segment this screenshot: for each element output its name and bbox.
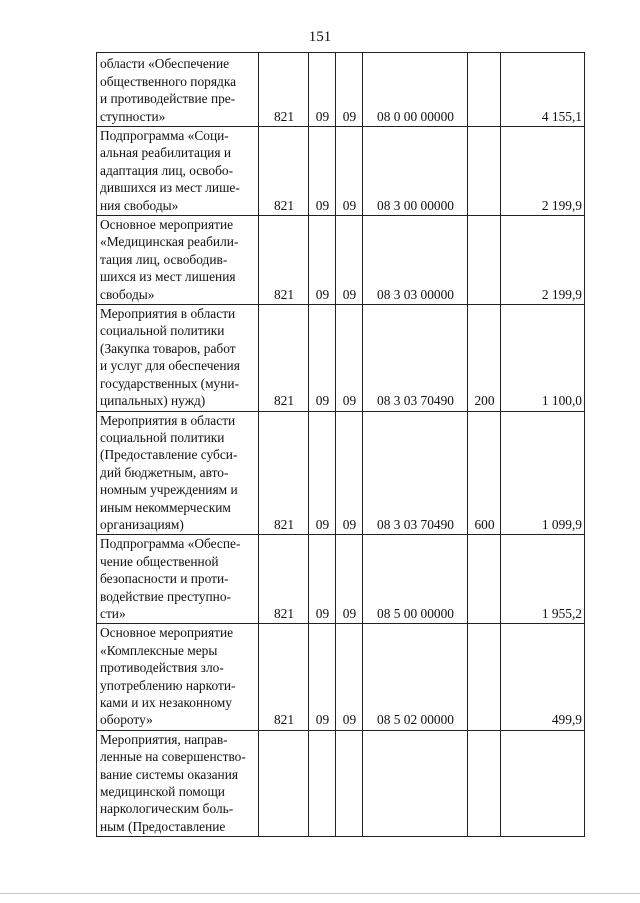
- item-name-line: государственных (муни-: [100, 375, 240, 391]
- ministry-code-cell: 821: [259, 535, 309, 624]
- item-name-line: (Закупка товаров, работ: [100, 340, 236, 356]
- item-name-line: наркологическим боль-: [100, 801, 234, 817]
- table-row: [97, 216, 585, 305]
- item-name-line: социальной политики: [100, 429, 225, 445]
- item-name-line: альная реабилитация и: [100, 145, 232, 161]
- amount-cell: 1 099,9: [501, 411, 585, 535]
- item-name-line: Основное мероприятие: [100, 217, 234, 233]
- item-name-line: тация лиц, освободив-: [100, 251, 228, 267]
- expense-type-cell: 200: [468, 305, 501, 411]
- expense-type-cell: [468, 730, 501, 836]
- target-article-cell: 08 0 00 00000: [363, 53, 468, 127]
- target-article-cell: 08 3 03 70490: [363, 305, 468, 411]
- item-name-line: Мероприятия в области: [100, 412, 236, 428]
- item-name-line: противодействия зло-: [100, 660, 224, 676]
- expense-type-cell: [468, 127, 501, 216]
- item-name-line: ным (Предоставление: [100, 818, 226, 834]
- amount-cell: 4 155,1: [501, 53, 585, 127]
- scan-edge-line: [0, 893, 640, 894]
- section-code-cell: 09: [309, 53, 336, 127]
- item-name-line: «Медицинская реабили-: [100, 234, 239, 250]
- item-name-line: Основное мероприятие: [100, 625, 234, 641]
- table-row: [97, 624, 585, 730]
- item-name-line: иным некоммерческим: [100, 499, 231, 515]
- item-name-line: чение общественной: [100, 553, 219, 569]
- item-name-line: обороту»: [100, 712, 153, 728]
- target-article-cell: 08 3 03 00000: [363, 216, 468, 305]
- ministry-code-cell: 821: [259, 411, 309, 535]
- item-name-line: общественного порядка: [100, 73, 237, 89]
- item-name-line: (Предоставление субси-: [100, 447, 238, 463]
- page-number: 151: [308, 29, 332, 45]
- item-name-cell: [97, 305, 259, 411]
- target-article-cell: 08 3 00 00000: [363, 127, 468, 216]
- item-name-line: водействие преступно-: [100, 588, 231, 604]
- item-name-line: организациям): [100, 516, 184, 532]
- item-name-line: Мероприятия, направ-: [100, 731, 228, 747]
- item-name-line: дившихся из мест лише-: [100, 180, 240, 196]
- amount-cell: 1 955,2: [501, 535, 585, 624]
- expense-type-cell: [468, 624, 501, 730]
- section-code-cell: 09: [309, 305, 336, 411]
- ministry-code-cell: 821: [259, 53, 309, 127]
- item-name-line: ками и их незаконному: [100, 695, 232, 710]
- subsection-code-cell: 09: [336, 305, 363, 411]
- table-row: [97, 730, 585, 836]
- table-row: [97, 53, 585, 127]
- item-name-line: безопасности и проти-: [100, 571, 229, 587]
- ministry-code-cell: 821: [259, 624, 309, 730]
- table-row: [97, 535, 585, 624]
- item-name-line: Мероприятия в области: [100, 306, 236, 322]
- item-name-line: Подпрограмма «Обеспе-: [100, 536, 241, 552]
- amount-cell: 2 199,9: [501, 127, 585, 216]
- target-article-cell: 08 5 02 00000: [363, 624, 468, 730]
- amount-cell: 499,9: [501, 624, 585, 730]
- item-name-line: Подпрограмма «Соци-: [100, 128, 229, 143]
- item-name-line: ния свободы»: [100, 197, 179, 213]
- expense-type-cell: 600: [468, 411, 501, 535]
- item-name-line: вание системы оказания: [100, 766, 239, 782]
- table-body: [97, 53, 585, 837]
- item-name-line: медицинской помощи: [100, 784, 225, 800]
- ministry-code-cell: [259, 730, 309, 836]
- section-code-cell: [309, 730, 336, 836]
- item-name-cell: [97, 127, 259, 216]
- expense-type-cell: [468, 216, 501, 305]
- section-code-cell: 09: [309, 216, 336, 305]
- subsection-code-cell: 09: [336, 216, 363, 305]
- item-name-line: адаптация лиц, освобо-: [100, 162, 234, 178]
- target-article-cell: 08 5 00 00000: [363, 535, 468, 624]
- expense-type-cell: [468, 53, 501, 127]
- subsection-code-cell: 09: [336, 411, 363, 535]
- item-name-line: и противодействие пре-: [100, 91, 236, 107]
- item-name-line: употреблению наркоти-: [100, 677, 236, 693]
- subsection-code-cell: [336, 730, 363, 836]
- amount-cell: 2 199,9: [501, 216, 585, 305]
- item-name-line: «Комплексные меры: [100, 642, 218, 658]
- table-row: [97, 411, 585, 535]
- item-name-cell: [97, 216, 259, 305]
- table-row: [97, 127, 585, 216]
- target-article-cell: 08 3 03 70490: [363, 411, 468, 535]
- section-code-cell: 09: [309, 411, 336, 535]
- subsection-code-cell: 09: [336, 127, 363, 216]
- item-name-line: ципальных) нужд): [100, 393, 206, 409]
- amount-cell: 1 100,0: [501, 305, 585, 411]
- target-article-cell: [363, 730, 468, 836]
- item-name-line: свободы»: [100, 286, 155, 302]
- item-name-line: социальной политики: [100, 323, 225, 339]
- item-name-line: области «Обеспечение: [100, 56, 230, 72]
- item-name-line: дий бюджетным, авто-: [100, 464, 229, 480]
- item-name-line: шихся из мест лишения: [100, 269, 236, 285]
- section-code-cell: 09: [309, 624, 336, 730]
- table-row: [97, 305, 585, 411]
- ministry-code-cell: 821: [259, 127, 309, 216]
- item-name-line: и услуг для обеспечения: [100, 358, 240, 374]
- section-code-cell: 09: [309, 127, 336, 216]
- budget-table: [96, 52, 585, 837]
- item-name-line: сти»: [100, 605, 126, 621]
- amount-cell: [501, 730, 585, 836]
- subsection-code-cell: 09: [336, 535, 363, 624]
- item-name-line: ступности»: [100, 108, 166, 124]
- ministry-code-cell: 821: [259, 305, 309, 411]
- section-code-cell: 09: [309, 535, 336, 624]
- item-name-cell: [97, 730, 259, 836]
- item-name-line: ленные на совершенство-: [100, 749, 246, 765]
- subsection-code-cell: 09: [336, 53, 363, 127]
- item-name-cell: [97, 624, 259, 730]
- expense-type-cell: [468, 535, 501, 624]
- item-name-line: номным учреждениям и: [100, 482, 238, 498]
- ministry-code-cell: 821: [259, 216, 309, 305]
- item-name-cell: [97, 53, 259, 127]
- item-name-cell: [97, 411, 259, 535]
- subsection-code-cell: 09: [336, 624, 363, 730]
- item-name-cell: [97, 535, 259, 624]
